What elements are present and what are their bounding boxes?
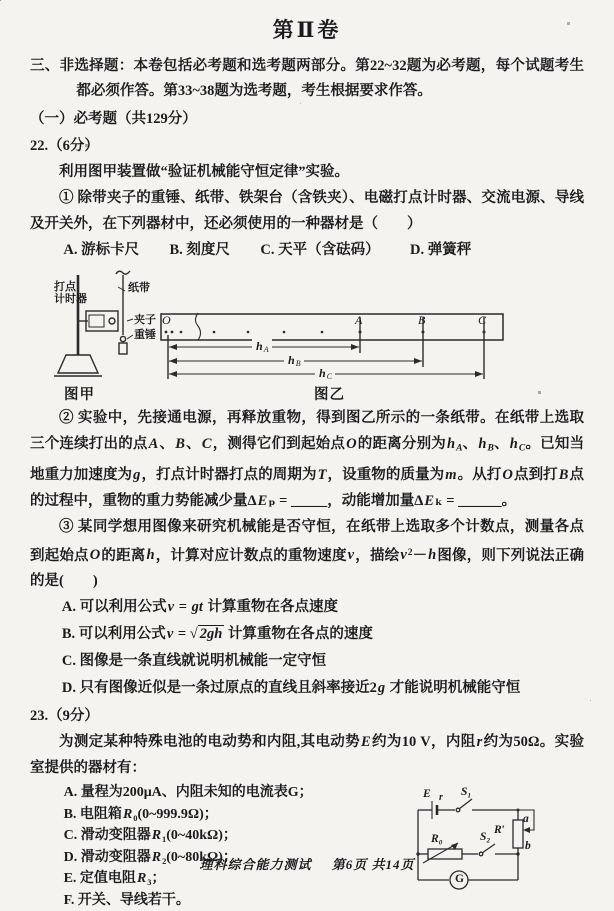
equipment-item-d: D. 滑动变阻器R₂(0~80kΩ)；	[63, 849, 237, 865]
equipment-item-b: B. 电阻箱R₀(0~999.9Ω)；	[63, 806, 218, 822]
dim-label-hb: hB	[284, 353, 304, 368]
q22-part3-option-d: D. 只有图像近似是一条过原点的直线且斜率接近2g 才能说明机械能守恒	[61, 680, 521, 697]
part-one-title: （一）必考题（共129分）	[30, 111, 197, 127]
resistance-box-label: R₀	[431, 833, 443, 846]
timer-box	[86, 311, 118, 331]
q22-part1-option-c: C. 天平（含砝码）	[260, 242, 380, 258]
galvanometer-label: G	[455, 873, 464, 886]
hand-hook	[116, 271, 130, 274]
q23-equipment-list	[30, 782, 406, 911]
equipment-item-c: C. 滑动变阻器R₁(0~40kΩ)；	[63, 828, 237, 844]
clip-shape	[120, 336, 125, 341]
q22-part3-option-c: C. 图像是一条直线就说明机械能一定守恒	[61, 653, 327, 670]
point-a-label: A	[355, 313, 363, 327]
figure-yi-caption: 图乙	[314, 387, 345, 403]
clip-label: 夹子	[134, 314, 156, 326]
footer-exam-name: 理科综合能力测试	[199, 857, 312, 873]
equipment-item-f: F. 开关、导线若干。	[63, 892, 190, 908]
q23-intro: 为测定某种特殊电池的电动势和内阻,其电动势E约为10 V，内阻r约为50Ω。实验室提供的器材有：	[30, 734, 584, 777]
q22-part1-stem: ① 除带夹子的重锤、纸带、铁架台（含铁夹）、电磁打点计时器、交流电源、导线及开关外，在下列器材中，还必须使用的一种器材是（ ）	[30, 190, 584, 232]
q22-intro: 利用图甲装置做“验证机械能守恒定律”实验。	[59, 164, 349, 180]
q22-part2-stem: ② 实验中，先接通电源，再释放重物，得到图乙所示的一条纸带。在纸带上选取三个连续打出的点A、B、C，测得它们到起始点O的距离分别为hA、hB、hC。已知当地重力加速度为g，打点计时器打点的周期为T，设重物的质量为m。从打O点到打B点的过程中，重物的重力势能减少量ΔEₚ = _____，动能增加量ΔEₖ = ______。	[30, 410, 585, 509]
timer-label: 打点 计时器	[54, 281, 87, 305]
q22-part1-option-d: D. 弹簧秤	[410, 242, 472, 258]
tape-label: 纸带	[128, 282, 150, 294]
stand-base	[58, 355, 98, 373]
q22-part3-stem: ③ 某同学想用图像来研究机械能是否守恒，在纸带上选取多个计数点，测量各点到起始点O的距离h，计算对应计数点的重物速度v，描绘$v^2-h$图像，则下列说法正确的是( )	[30, 518, 585, 590]
q22-part1-option-a: A. 游标卡尺	[63, 242, 140, 258]
q23-number: 23.（9分）	[30, 708, 99, 725]
battery-internal-r-label: r	[439, 792, 443, 804]
q22-figure	[28, 269, 584, 403]
weight-shape	[119, 343, 127, 354]
slider-arrowhead	[523, 827, 530, 833]
leader-clip	[127, 319, 133, 321]
figure-graphics	[28, 269, 584, 403]
q23-circuit-diagram	[406, 786, 584, 904]
equipment-item-a: A. 量程为200μA、内阻未知的电流表G；	[63, 785, 313, 801]
switch2-lever	[482, 844, 495, 853]
point-c-label: C	[478, 313, 487, 327]
terminal-b-label: b	[525, 840, 531, 853]
tape-strip	[161, 314, 503, 340]
point-b-label: B	[418, 313, 426, 327]
rheostat-body	[513, 820, 523, 848]
q22-part3-option-a: A. 可以利用公式v = gt 计算重物在各点速度	[61, 599, 338, 616]
junction-topright	[517, 809, 520, 812]
switch1-label: S₁	[461, 786, 472, 799]
scan-speckles	[0, 0, 1, 1]
q22-number: 22.（6分）	[30, 138, 99, 154]
section-instructions: 三、非选择题：本卷包括必考题和选考题两部分。第22~32题为必考题，每个试题考生都必须作答。第33~38题为选考题，考生根据要求作答。	[30, 58, 584, 99]
leader-tape	[118, 287, 125, 291]
footer-page-info: 第6页 共14页	[331, 857, 415, 873]
rheostat-label: R′	[494, 824, 505, 837]
figure-jia-caption: 图甲	[64, 387, 95, 403]
page-footer	[0, 854, 614, 873]
tape-break	[196, 313, 201, 340]
dim-label-hc: hC	[315, 366, 335, 381]
terminal-a-label: a	[523, 813, 529, 826]
q22-part1-options	[30, 237, 584, 263]
timer-detail	[109, 318, 115, 324]
equipment-item-e: E. 定值电阻R₃；	[63, 871, 166, 887]
point-o-label: O	[162, 313, 171, 327]
battery-emf-label: E	[423, 788, 431, 801]
switch2-label: S₂	[480, 831, 491, 844]
circuit-graphics	[406, 786, 584, 904]
q22-part1-option-b: B. 刻度尺	[169, 242, 230, 258]
timer-detail2	[89, 315, 104, 327]
q23-equipment-and-circuit	[30, 782, 584, 911]
weight-label: 重锤	[134, 329, 156, 341]
q22-part3-option-b: B. 可以利用公式v = √ 2gh 计算重物在各点的速度	[61, 626, 373, 643]
leader-weight	[127, 335, 133, 339]
switch1-lever	[459, 799, 472, 809]
page-title: 第Ⅱ卷	[272, 18, 342, 42]
dim-label-ha: hA	[252, 339, 272, 354]
